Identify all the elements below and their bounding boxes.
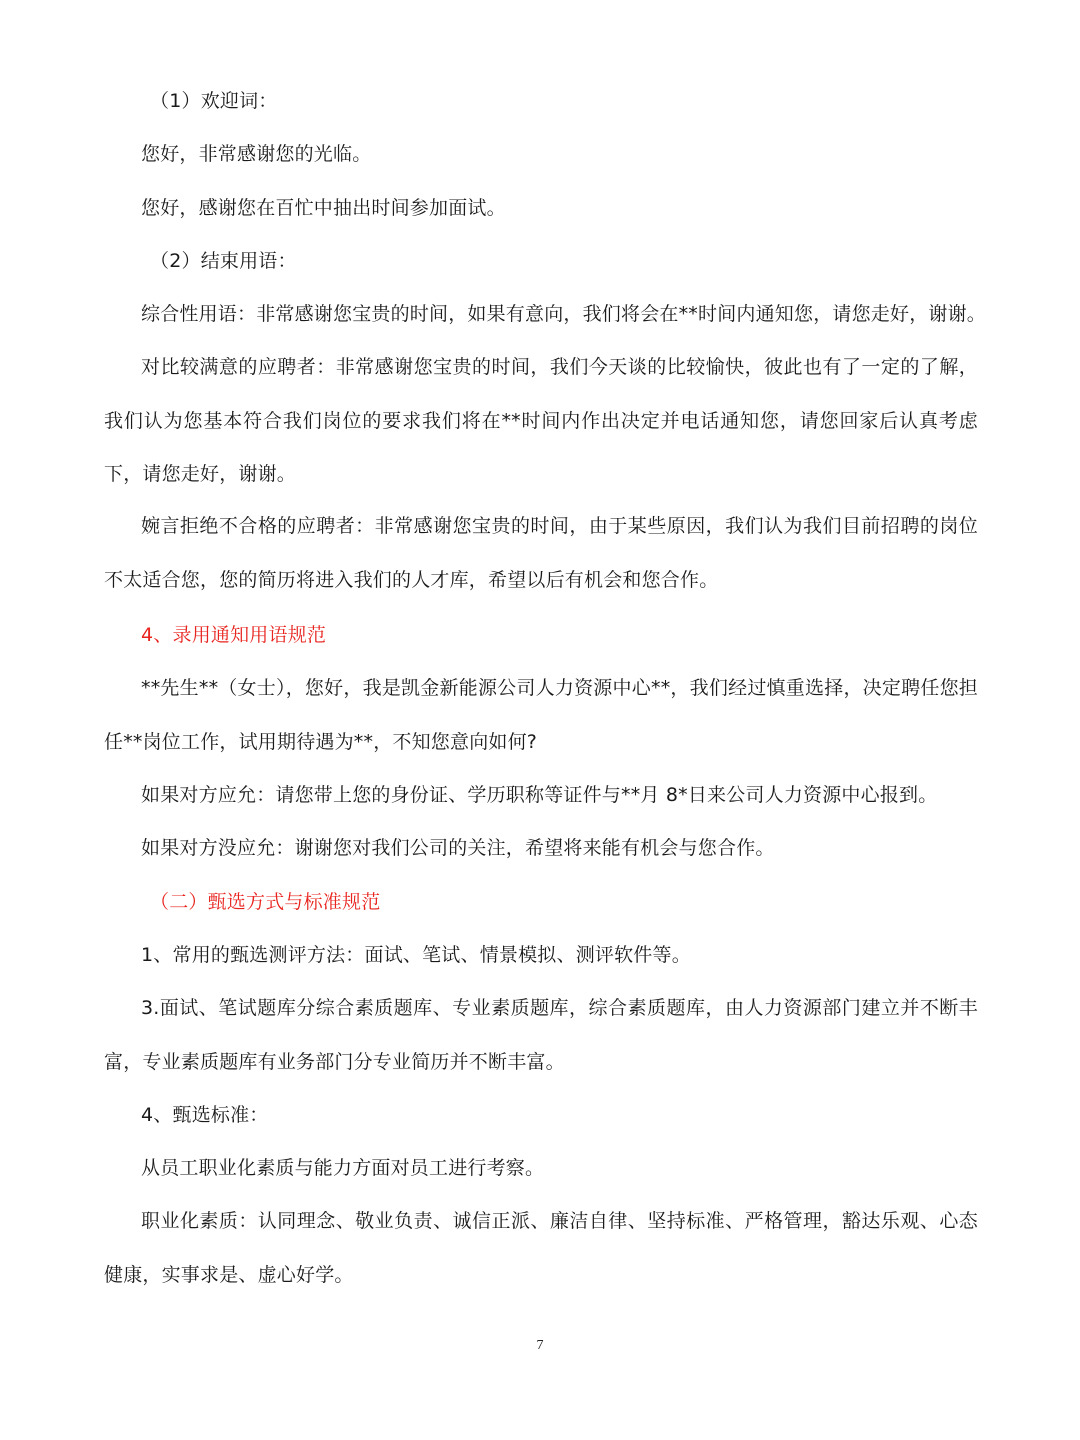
welcome-line-2: 您好，感谢您在百忙中抽出时间参加面试。 [141,197,506,219]
offer-decline-paragraph: 如果对方没应允：谢谢您对我们公司的关注，希望将来能有机会与您合作。 [141,837,775,859]
standards-heading: 4、甄选标准： [141,1104,269,1126]
welcome-heading: （1）欢迎词： [150,90,278,112]
offer-section-heading: 4、录用通知用语规范 [141,624,327,646]
screening-section-heading: （二）甄选方式与标准规范 [150,891,381,913]
closing-reject-paragraph: 婉言拒绝不合格的应聘者：非常感谢您宝贵的时间，由于某些原因，我们认为我们目前招聘的岗位不太适合您，您的简历将进入我们的人才库，希望以后有机会和您合作。 [104,515,978,591]
closing-heading: （2）结束用语： [150,250,297,272]
professionalism-paragraph: 职业化素质：认同理念、敬业负责、诚信正派、廉洁自律、坚持标准、严格管理，豁达乐观、心态健康，实事求是、虚心好学。 [104,1210,978,1286]
page-number: 7 [536,1338,544,1353]
question-bank-paragraph: 3.面试、笔试题库分综合素质题库、专业素质题库，综合素质题库，由人力资源部门建立并不断丰富，专业素质题库有业务部门分专业简历并不断丰富。 [104,997,978,1073]
standards-intro-paragraph: 从员工职业化素质与能力方面对员工进行考察。 [141,1157,545,1179]
closing-satisfied-paragraph: 对比较满意的应聘者：非常感谢您宝贵的时间，我们今天谈的比较愉快，彼此也有了一定的了解，我们认为您基本符合我们岗位的要求我们将在**时间内作出决定并电话通知您，请您回家后认真考虑下，请您走好，谢谢。 [104,356,978,485]
welcome-line-1: 您好，非常感谢您的光临。 [141,143,372,165]
closing-general-paragraph: 综合性用语：非常感谢您宝贵的时间，如果有意向，我们将会在**时间内通知您，请您走好，谢谢。 [141,303,987,325]
offer-accept-paragraph: 如果对方应允：请您带上您的身份证、学历职称等证件与**月 8*日来公司人力资源中心报到。 [141,784,938,806]
offer-notice-paragraph: **先生**（女士），您好，我是凯金新能源公司人力资源中心**，我们经过慎重选择，决定聘任您担任**岗位工作，试用期待遇为**，不知您意向如何? [104,677,978,753]
screening-methods-paragraph: 1、常用的甄选测评方法：面试、笔试、情景模拟、测评软件等。 [141,944,691,966]
